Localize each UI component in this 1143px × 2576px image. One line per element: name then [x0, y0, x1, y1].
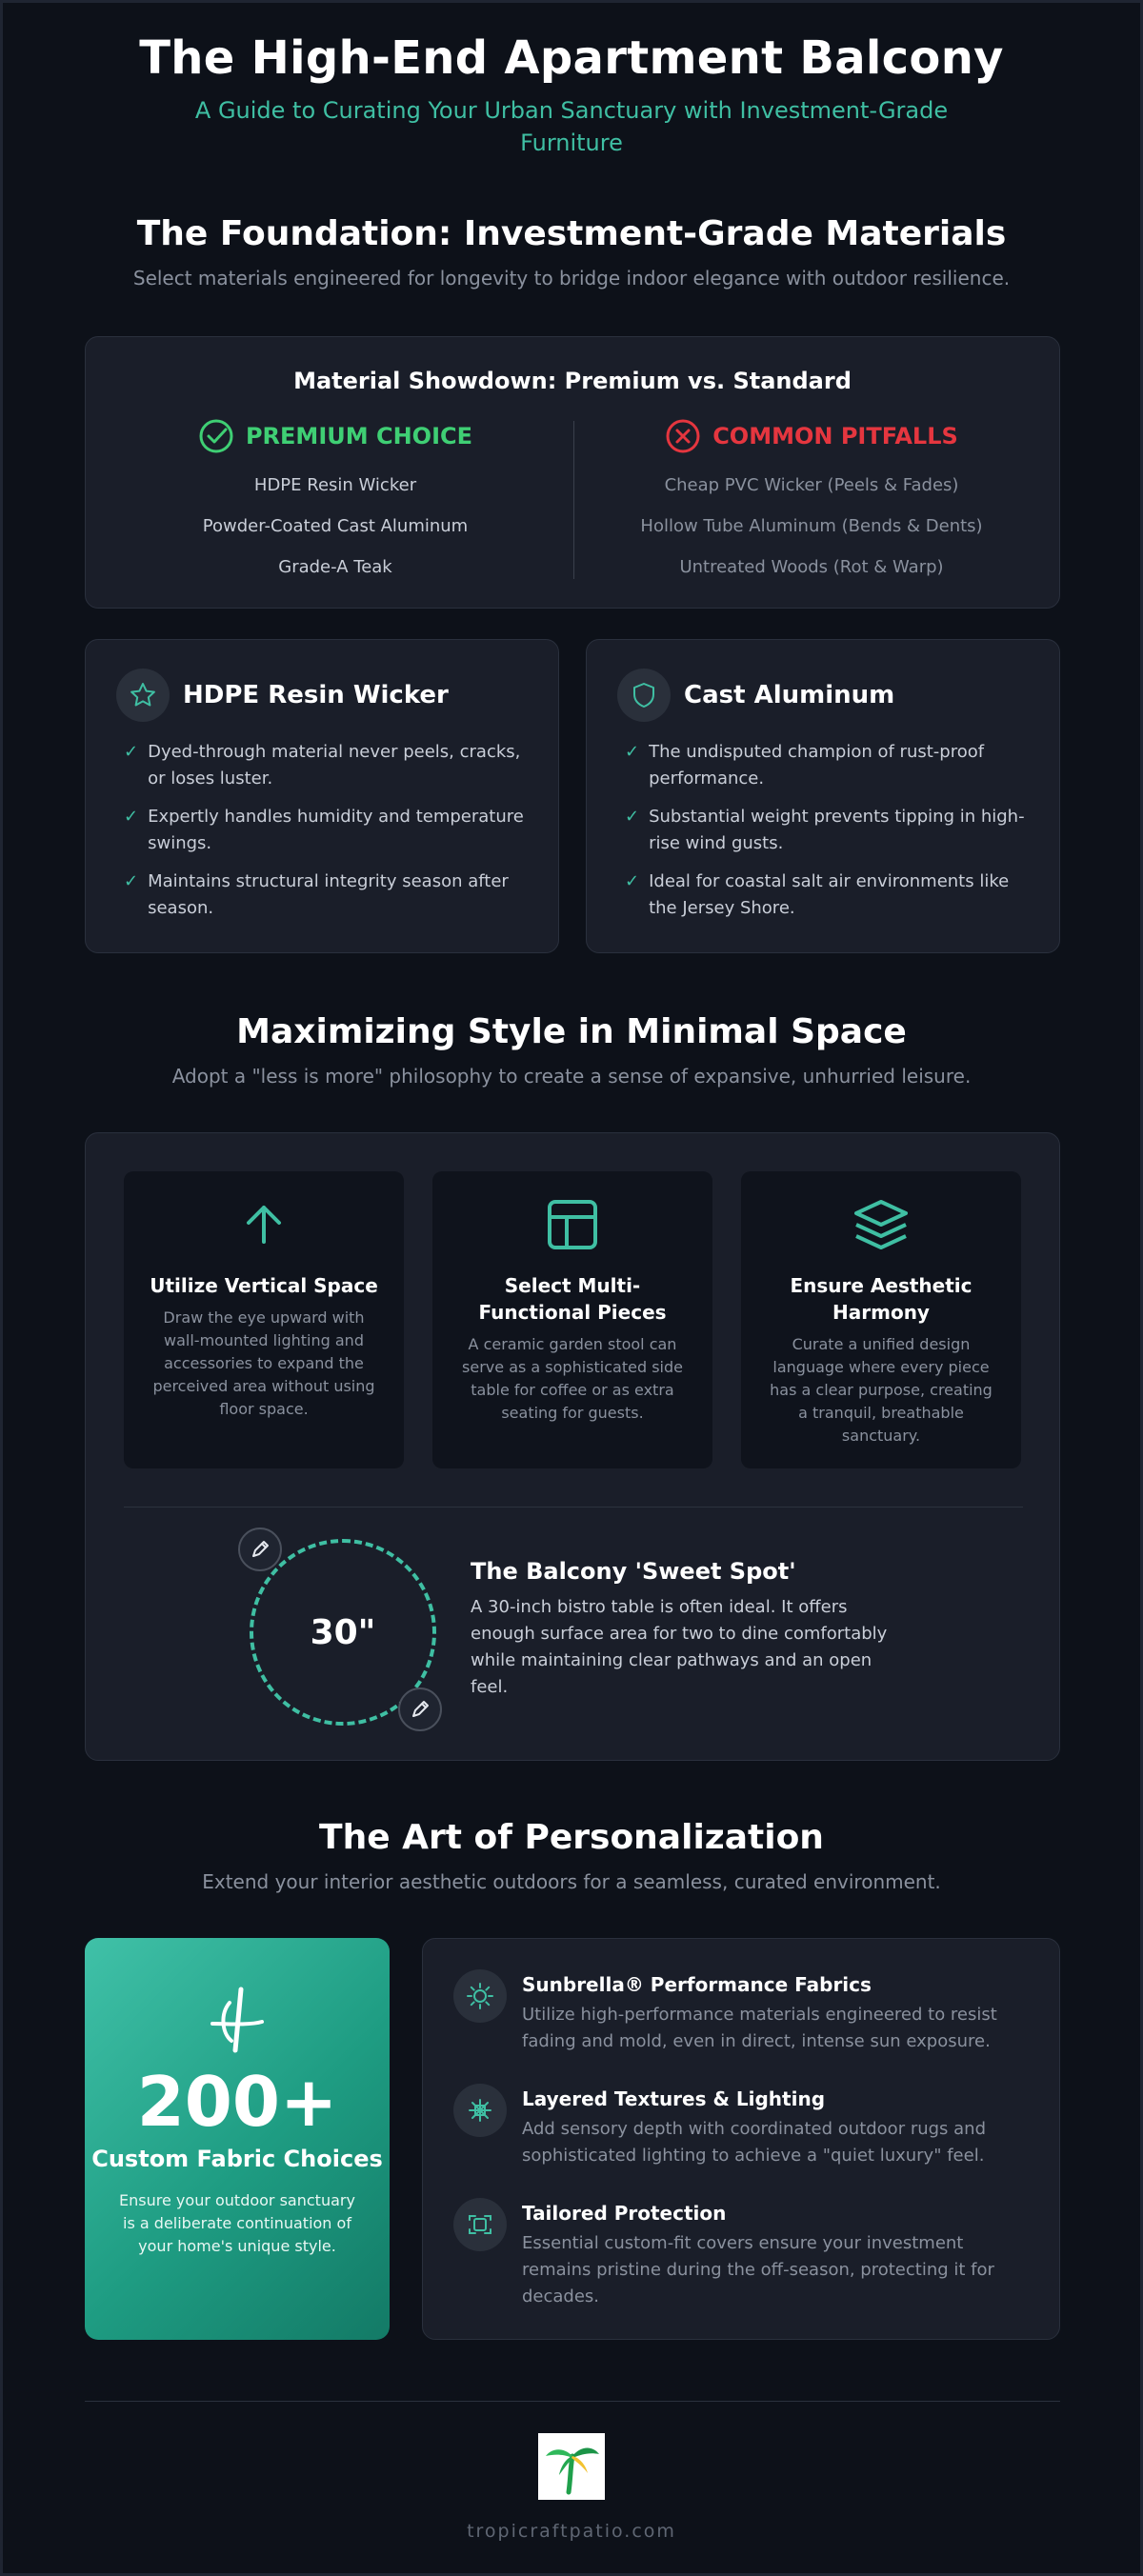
feature-card-hdpe — [85, 639, 559, 953]
sparkle-icon — [466, 2096, 494, 2125]
fabric-count: 200+ — [136, 2062, 338, 2142]
tile-title: Select Multi-Functional Pieces — [478, 1274, 667, 1324]
pitfall-item: Hollow Tube Aluminum (Bends & Dents) — [640, 516, 983, 536]
feature-card-aluminum — [586, 639, 1060, 953]
material-showdown-card — [85, 336, 1060, 609]
item-title: Sunbrella® Performance Fabrics — [522, 1973, 872, 1996]
list-item — [453, 1969, 1025, 2055]
star-icon — [129, 681, 157, 709]
section-title-foundation: The Foundation: Investment-Grade Materials — [136, 214, 1007, 253]
infographic-page — [3, 3, 1140, 2573]
shield-icon — [630, 681, 658, 709]
tile-body: Curate a unified design language where every piece has a clear purpose, creating a tranquil, breathable sanctuary. — [770, 1335, 993, 1445]
list-item — [453, 2084, 1025, 2169]
tile-title: Ensure Aesthetic Harmony — [790, 1274, 973, 1324]
section-title-personalization: The Art of Personalization — [319, 1818, 824, 1857]
pencil-icon — [398, 1687, 442, 1731]
space-heading — [3, 1012, 1140, 1088]
sweet-spot-title: The Balcony 'Sweet Spot' — [471, 1558, 796, 1585]
tile-vertical-space — [124, 1171, 404, 1468]
premium-item: HDPE Resin Wicker — [253, 475, 417, 495]
check-icon: ✓ — [124, 807, 139, 827]
feature-title: Cast Aluminum — [684, 681, 895, 709]
page-subtitle: A Guide to Curating Your Urban Sanctuary with Investment-Grade Furniture — [194, 97, 949, 156]
list-item — [453, 2198, 1025, 2310]
fabric-choices-promo — [85, 1938, 390, 2340]
section-title-space: Maximizing Style in Minimal Space — [236, 1012, 907, 1051]
list-item: ✓ Maintains structural integrity season after season. — [124, 869, 533, 922]
layout-icon — [546, 1198, 599, 1251]
item-body: Essential custom-fit covers ensure your investment remains pristine during the off-season, protecting it for decades. — [522, 2233, 994, 2306]
premium-column — [97, 418, 573, 577]
feature-points — [625, 739, 1034, 933]
list-item: ✓ Expertly handles humidity and temperature swings. — [124, 804, 533, 857]
check-icon: ✓ — [625, 871, 640, 891]
section-subtitle-personalization: Extend your interior aesthetic outdoors for a seamless, curated environment. — [202, 1870, 941, 1893]
tile-title: Utilize Vertical Space — [150, 1274, 378, 1297]
arrow-up-icon — [237, 1198, 291, 1251]
foundation-heading — [3, 214, 1140, 290]
feature-title: HDPE Resin Wicker — [183, 681, 449, 709]
premium-item: Grade-A Teak — [278, 557, 392, 577]
palm-tree-logo-icon[interactable] — [538, 2433, 605, 2500]
sweet-spot-body: A 30-inch bistro table is often ideal. It offers enough surface area for two to dine comfortably while maintaining clear pathways and an open feel. — [471, 1597, 888, 1697]
page-title: The High-End Apartment Balcony — [139, 31, 1004, 85]
x-circle-icon — [665, 418, 701, 454]
fabric-label: Custom Fabric Choices — [91, 2146, 383, 2172]
personalization-heading — [3, 1818, 1140, 1893]
footer-divider — [85, 2401, 1060, 2402]
showdown-title: Material Showdown: Premium vs. Standard — [293, 368, 852, 394]
personalization-card — [422, 1938, 1060, 2340]
check-icon: ✓ — [625, 742, 640, 762]
layers-icon — [852, 1198, 910, 1251]
section-divider — [124, 1507, 1023, 1508]
header — [3, 3, 1140, 159]
pitfall-item: Cheap PVC Wicker (Peels & Fades) — [664, 475, 959, 495]
list-item: ✓ Substantial weight prevents tipping in high-rise wind gusts. — [625, 804, 1034, 857]
space-card — [85, 1132, 1060, 1761]
measure-value: 30" — [310, 1612, 376, 1652]
needle-thread-icon — [207, 1986, 268, 2054]
fabric-body: Ensure your outdoor sanctuary is a deliberate continuation of your home's unique style. — [119, 2191, 355, 2255]
section-subtitle-space: Adopt a "less is more" philosophy to create a sense of expansive, unhurried leisure. — [171, 1065, 972, 1088]
check-icon: ✓ — [124, 742, 139, 762]
list-item: ✓ Ideal for coastal salt air environments like the Jersey Shore. — [625, 869, 1034, 922]
item-title: Layered Textures & Lighting — [522, 2087, 826, 2110]
sun-icon — [466, 1982, 494, 2010]
pitfalls-column — [573, 418, 1050, 577]
pitfalls-heading: COMMON PITFALLS — [712, 423, 958, 449]
list-item: ✓ The undisputed champion of rust-proof performance. — [625, 739, 1034, 792]
item-title: Tailored Protection — [522, 2202, 727, 2225]
cover-icon — [466, 2210, 494, 2239]
tile-multi-functional — [432, 1171, 712, 1468]
footer-site-link[interactable]: tropicraftpatio.com — [467, 2521, 676, 2542]
item-body: Add sensory depth with coordinated outdoor rugs and sophisticated lighting to achieve a "quiet luxury" feel. — [522, 2119, 987, 2166]
premium-heading: PREMIUM CHOICE — [245, 423, 473, 449]
pencil-icon — [238, 1528, 282, 1571]
feature-points — [124, 739, 533, 933]
section-subtitle-foundation: Select materials engineered for longevity to bridge indoor elegance with outdoor resilience. — [132, 267, 1011, 290]
check-icon: ✓ — [625, 807, 640, 827]
premium-item: Powder-Coated Cast Aluminum — [202, 516, 469, 536]
check-icon: ✓ — [124, 871, 139, 891]
check-circle-icon — [198, 418, 234, 454]
tile-body: A ceramic garden stool can serve as a sophisticated side table for coffee or as extra seating for guests. — [462, 1335, 683, 1422]
list-item: ✓ Dyed-through material never peels, cracks, or loses luster. — [124, 739, 533, 792]
tile-aesthetic-harmony — [741, 1171, 1021, 1468]
item-body: Utilize high-performance materials engineered to resist fading and mold, even in direct, intense sun exposure. — [522, 2005, 997, 2051]
sweet-spot-text — [471, 1558, 909, 1701]
pitfall-item: Untreated Woods (Rot & Warp) — [679, 557, 944, 577]
tile-body: Draw the eye upward with wall-mounted lighting and accessories to expand the perceived area without using floor space. — [152, 1308, 375, 1418]
